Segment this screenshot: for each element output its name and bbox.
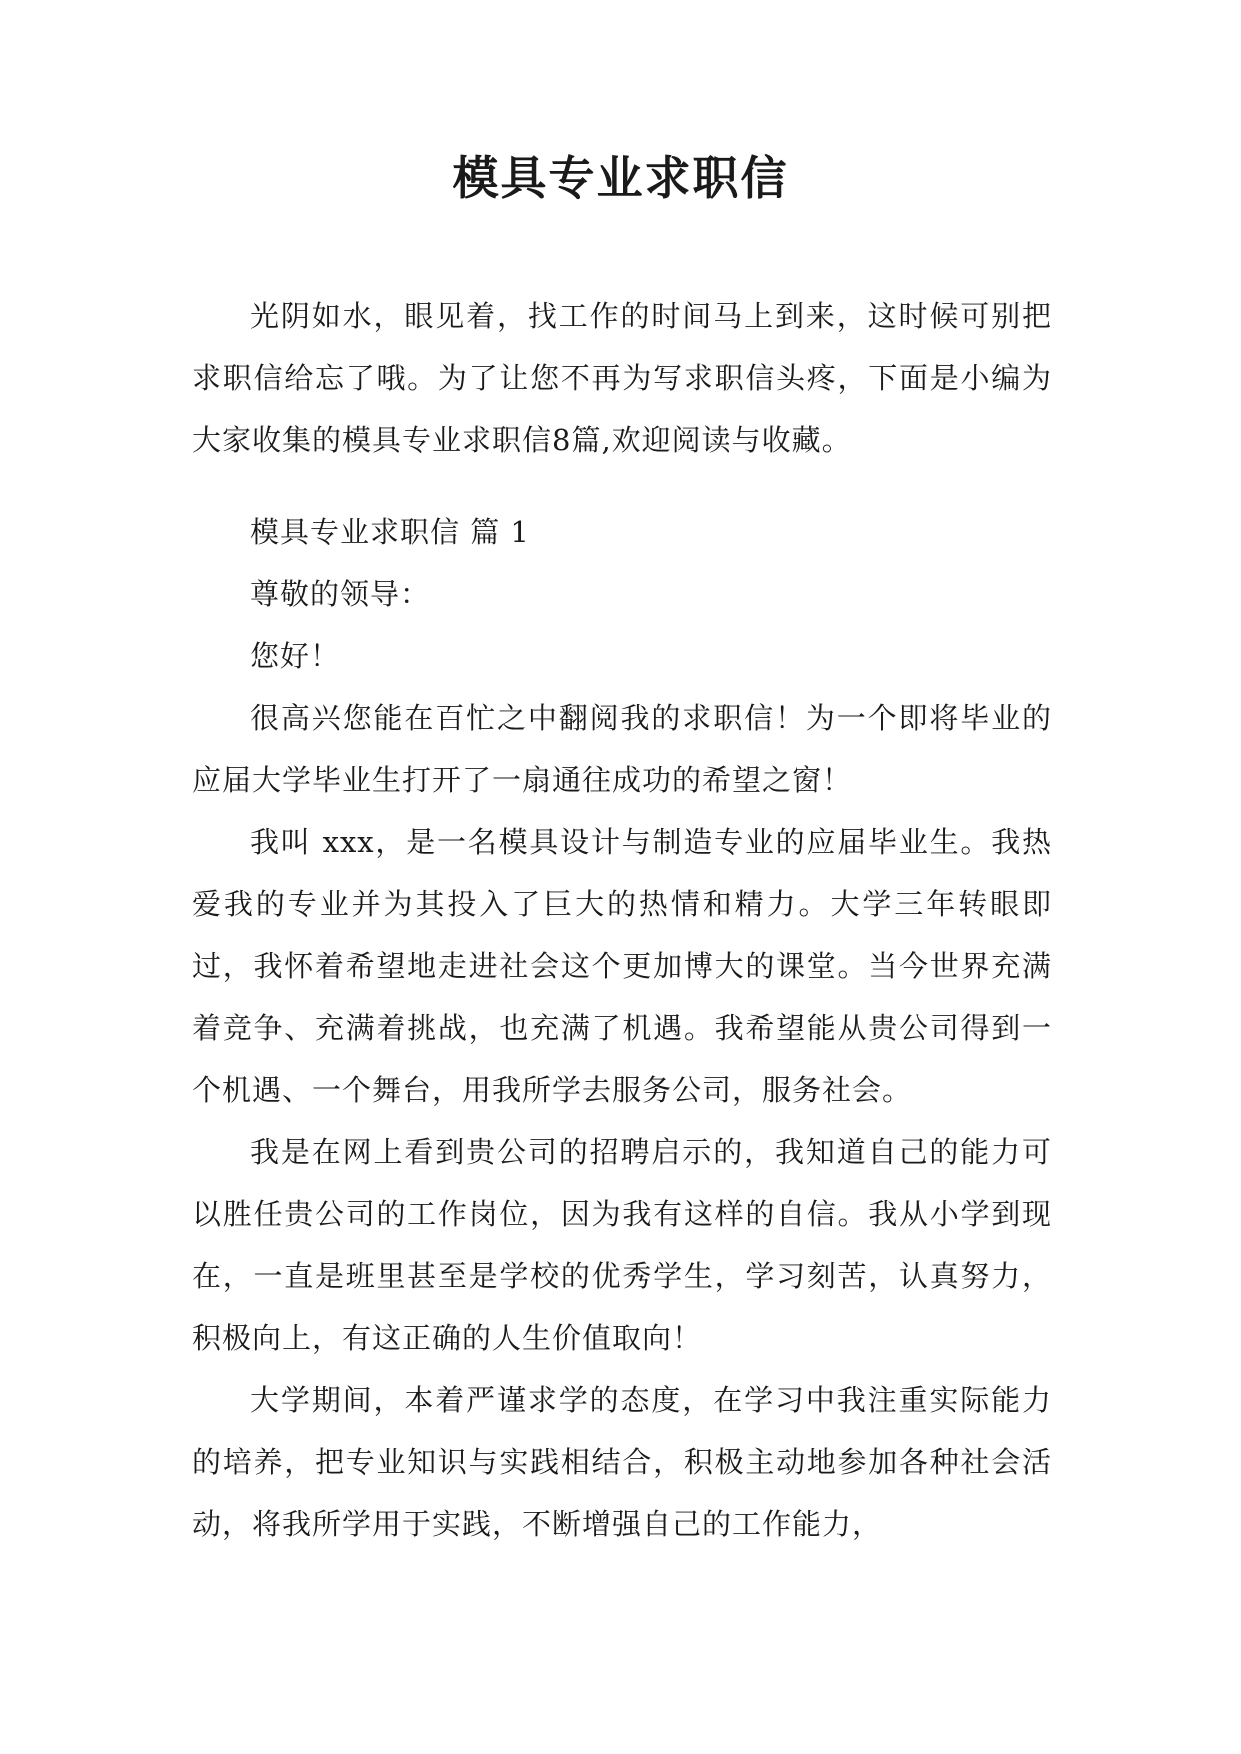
section-heading: 模具专业求职信 篇 1: [250, 515, 530, 549]
document-title: 模具专业求职信: [452, 151, 789, 205]
document-body: [192, 285, 1052, 1555]
intro-paragraph: 光阴如水，眼见着，找工作的时间马上到来，这时候可别把求职信给忘了哦。为了让您不再为写求职信头疼，下面是小编为大家收集的模具专业求职信8篇,欢迎阅读与收藏。: [192, 299, 1052, 457]
body-paragraph: 我叫 xxx，是一名模具设计与制造专业的应届毕业生。我热爱我的专业并为其投入了巨大的热情和精力。大学三年转眼即过，我怀着希望地走进社会这个更加博大的课堂。当今世界充满着竞争、充满着挑战，也充满了机遇。我希望能从贵公司得到一个机遇、一个舞台，用我所学去服务公司，服务社会。: [192, 825, 1052, 1107]
body-paragraph: 大学期间，本着严谨求学的态度，在学习中我注重实际能力的培养，把专业知识与实践相结合，积极主动地参加各种社会活动，将我所学用于实践，不断增强自己的工作能力，: [192, 1383, 1052, 1541]
body-paragraph: 很高兴您能在百忙之中翻阅我的求职信！为一个即将毕业的应届大学毕业生打开了一扇通往成功的希望之窗！: [192, 701, 1052, 797]
body-paragraph: 我是在网上看到贵公司的招聘启示的，我知道自己的能力可以胜任贵公司的工作岗位，因为我有这样的自信。我从小学到现在，一直是班里甚至是学校的优秀学生，学习刻苦，认真努力，积极向上，有这正确的人生价值取向！: [192, 1135, 1052, 1355]
salutation: 尊敬的领导：: [250, 577, 431, 611]
greeting: 您好！: [250, 639, 341, 673]
